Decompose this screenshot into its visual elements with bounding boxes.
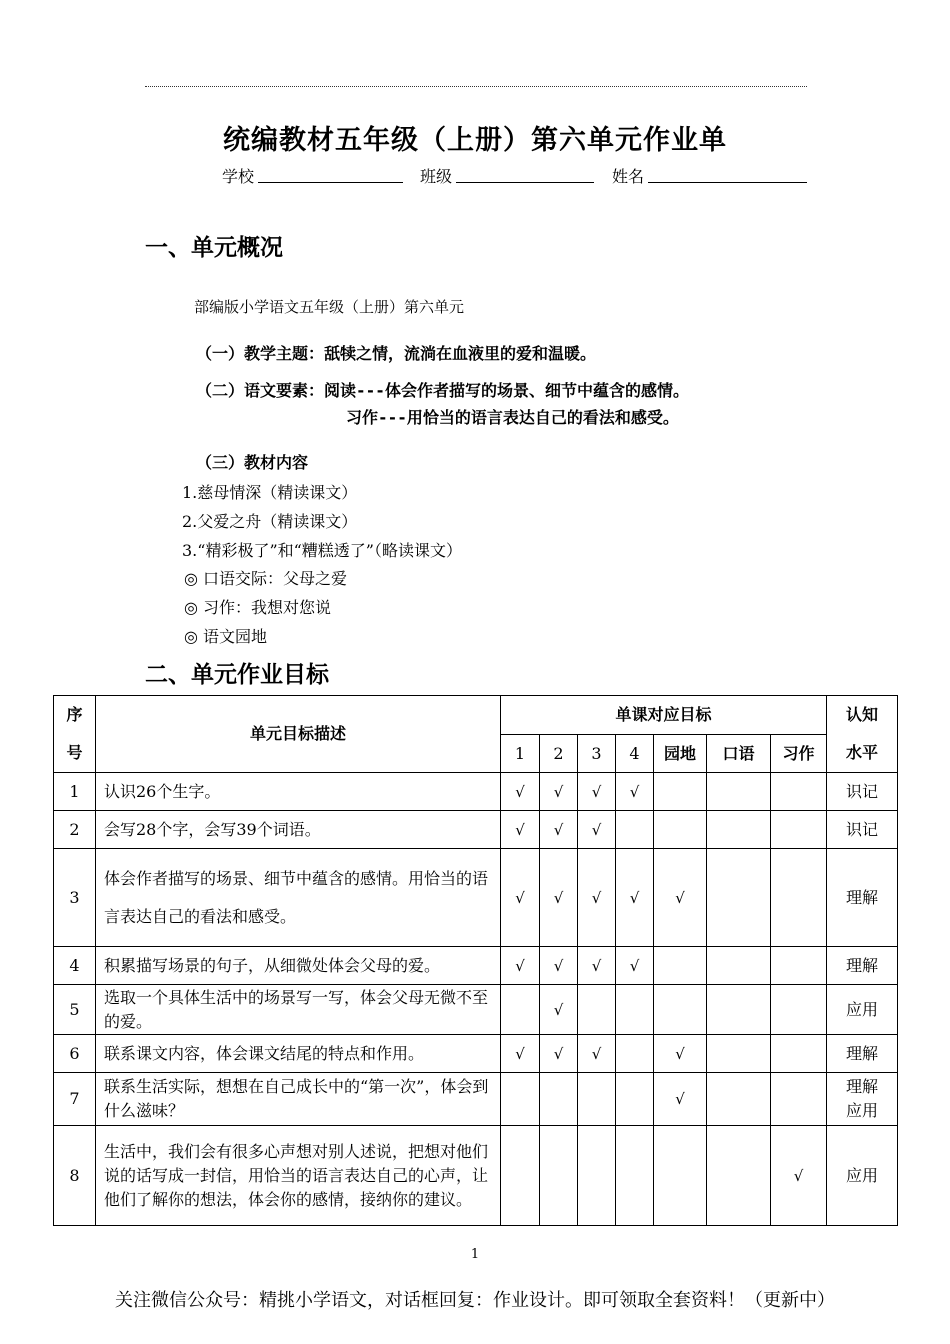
subcol-2: 2 [540,735,578,773]
lesson-item: ◎ 口语交际：父母之爱 [184,569,348,588]
row-desc: 会写28个字，会写39个词语。 [96,811,501,849]
check-mark: √ [616,947,654,985]
table-row [54,985,898,1035]
row-no: 6 [54,1035,96,1073]
row-desc: 联系生活实际，想想在自己成长中的“第一次”，体会到什么滋味？ [96,1073,501,1126]
check-mark: √ [501,1035,540,1073]
header-no-bottom: 号 [66,743,83,762]
element2-dash: --- [378,408,407,427]
check-mark: √ [616,773,654,811]
row-no: 4 [54,947,96,985]
subcol-3: 3 [578,735,616,773]
subcol-4: 4 [616,735,654,773]
subcol-garden: 园地 [654,735,707,773]
check-mark: √ [540,773,578,811]
class-field[interactable] [456,182,594,183]
row-level: 理解 [827,947,898,985]
header-level-top: 认知 [845,705,878,724]
header-targets: 单课对应目标 [501,696,827,735]
name-field[interactable] [648,182,807,183]
row-desc: 积累描写场景的句子，从细微处体会父母的爱。 [96,947,501,985]
row-desc: 认识26个生字。 [96,773,501,811]
student-info-fields [0,164,950,188]
row-level: 应用 [827,1126,898,1226]
row-no: 1 [54,773,96,811]
elements-label: （二）语文要素： [196,381,325,400]
school-label: 学校 [222,167,255,186]
row-desc: 生活中，我们会有很多心声想对别人述说，把想对他们说的话写成一封信，用恰当的语言表达自己的心声，让他们了解你的想法，体会你的感情，接纳你的建议。 [96,1126,501,1226]
header-no [54,696,96,773]
row-desc: 联系课文内容，体会课文结尾的特点和作用。 [96,1035,501,1073]
check-mark: √ [654,1073,707,1126]
theme-label: （一）教学主题： [196,344,325,363]
row-no: 3 [54,849,96,947]
textbook-content-label: （三）教材内容 [196,453,309,472]
table-row [54,849,898,947]
promo-footer: 关注微信公众号：精挑小学语文，对话框回复：作业设计。即可领取全套资料！（更新中） [115,1290,835,1311]
check-mark: √ [540,811,578,849]
school-field[interactable] [258,182,403,183]
row-desc: 体会作者描写的场景、细节中蕴含的感情。用恰当的语言表达自己的看法和感受。 [96,849,501,947]
row-desc: 选取一个具体生活中的场景写一写，体会父母无微不至的爱。 [96,985,501,1035]
row-level: 理解 [827,849,898,947]
check-mark: √ [540,985,578,1035]
check-mark: √ [654,1035,707,1073]
element1-prefix: 阅读 [324,381,357,400]
check-mark: √ [616,849,654,947]
subcol-oral: 口语 [707,735,771,773]
row-no: 2 [54,811,96,849]
check-mark: √ [578,811,616,849]
check-mark: √ [578,849,616,947]
class-label: 班级 [420,167,453,186]
table-row [54,773,898,811]
check-mark: √ [654,849,707,947]
check-mark: √ [501,811,540,849]
header-desc: 单元目标描述 [96,696,501,773]
unit-subtitle: 部编版小学语文五年级（上册）第六单元 [194,298,465,316]
lesson-item: 1.慈母情深（精读课文） [182,483,358,502]
row-level: 理解 应用 [827,1073,898,1126]
lesson-item: 3.“精彩极了”和“糟糕透了”（略读课文） [182,541,462,560]
page-number: 1 [470,1247,480,1262]
theme-text: 舐犊之情，流淌在血液里的爱和温暖。 [324,344,597,363]
element1-dash: --- [356,381,385,400]
table-row [54,1126,898,1226]
row-no: 8 [54,1126,96,1226]
check-mark: √ [578,947,616,985]
goals-table [53,695,898,1226]
row-level: 识记 [827,773,898,811]
row-level: 识记 [827,811,898,849]
check-mark: √ [771,1126,827,1226]
lesson-item: ◎ 语文园地 [184,627,268,646]
check-mark: √ [578,1035,616,1073]
check-mark: √ [578,773,616,811]
header-level [827,696,898,773]
check-mark: √ [501,773,540,811]
language-element-2 [346,405,679,428]
subcol-writing: 习作 [771,735,827,773]
page-title: 统编教材五年级（上册）第六单元作业单 [223,125,727,156]
table-row [54,811,898,849]
row-no: 5 [54,985,96,1035]
lesson-item: ◎ 习作：我想对您说 [184,598,332,617]
check-mark: √ [501,947,540,985]
element2-prefix: 习作 [346,408,379,427]
row-level: 应用 [827,985,898,1035]
header-level-bottom: 水平 [845,743,878,762]
check-mark: √ [540,849,578,947]
element2-text: 用恰当的语言表达自己的看法和感受。 [406,408,679,427]
check-mark: √ [540,1035,578,1073]
table-row [54,1035,898,1073]
table-row [54,947,898,985]
check-mark: √ [501,849,540,947]
dotted-rule [145,86,807,87]
table-row [54,1073,898,1126]
section-heading-overview: 一、单元概况 [145,235,283,261]
teaching-theme [196,341,596,364]
section-heading-goals: 二、单元作业目标 [145,662,329,688]
name-label: 姓名 [612,167,645,186]
language-element-1 [196,378,689,401]
header-no-top: 序 [66,705,83,724]
row-no: 7 [54,1073,96,1126]
subcol-1: 1 [501,735,540,773]
element1-text: 体会作者描写的场景、细节中蕴含的感情。 [384,381,689,400]
lesson-item: 2.父爱之舟（精读课文） [182,512,358,531]
check-mark: √ [540,947,578,985]
row-level: 理解 [827,1035,898,1073]
